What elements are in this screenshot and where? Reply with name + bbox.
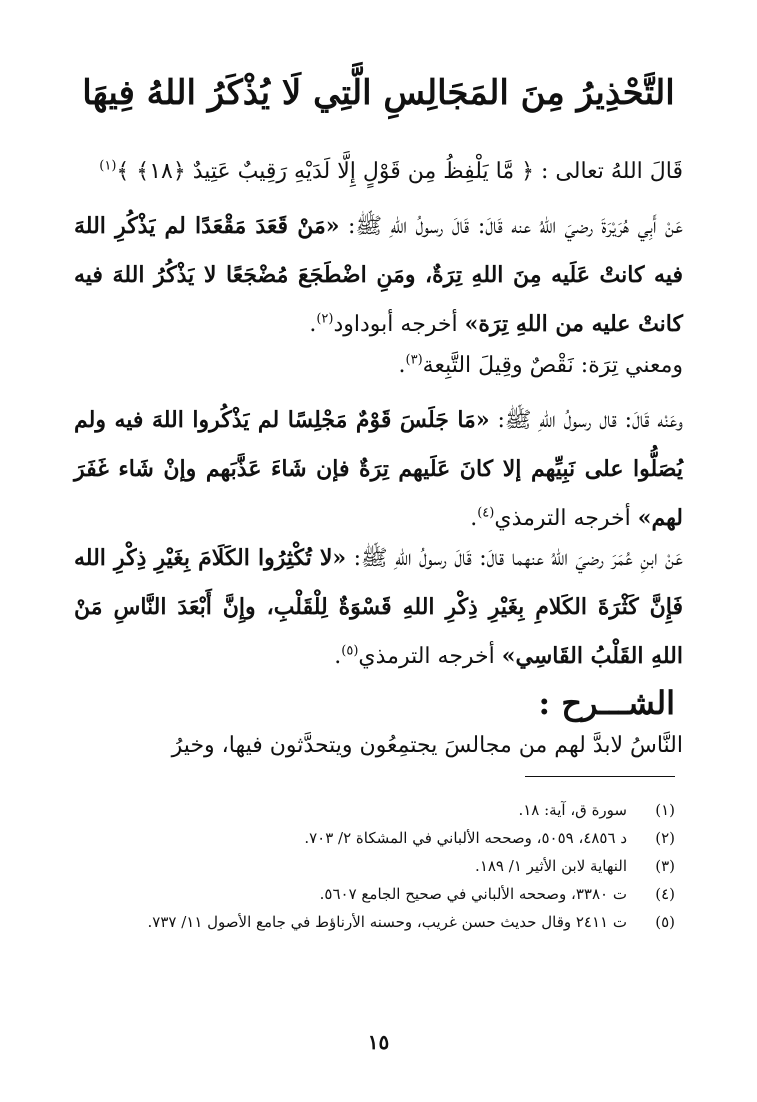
page-number: ١٥	[367, 1030, 390, 1054]
paragraph-tira-meaning	[74, 342, 683, 390]
hadith-source: أخرجه أبوداود	[333, 312, 465, 337]
quran-verse: ﴿ مَّا يَلْفِظُ مِن قَوْلٍ إِلَّا لَدَيْهِ رَقِيبٌ عَتِيدٌ ﴿١٨﴾ ﴾	[116, 159, 535, 184]
footnote-divider	[525, 776, 675, 777]
hadith-text: «لا تُكْثِرُوا الكَلَامَ بِغَيْرِ ذِكْرِ الله فَإِنَّ كَثْرَةَ الكَلامِ بِغَيْرِ ذِكْرِ اللهِ قَسْوَةٌ لِلْقَلْبِ، وإِنَّ أَبْعَدَ النَّاسِ مَنْ اللهِ القَلْبُ القَاسِي»	[74, 545, 683, 669]
hadith-narration: وعَنْه قَالَ: قال رسولُ اللهِ ﷺ:	[489, 408, 683, 433]
paragraph-quran-verse	[74, 148, 683, 196]
definition-text: ومعني تِرَة: نَقْصٌ وقِيلَ التَّبِعة	[422, 353, 683, 378]
chapter-title: التَّحْذِيرُ مِنَ المَجَالِسِ الَّتِي لَا يُذْكَرُ اللهُ فِيهَا	[82, 72, 675, 113]
footnote-text: سورة ق، آية: ١٨.	[518, 801, 627, 819]
footnote-text: ت ٢٤١١ وقال حديث حسن غريب، وحسنه الأرناؤط في جامع الأصول ١١/ ٧٣٧.	[147, 913, 627, 931]
footnote-item	[74, 880, 675, 908]
footnote-number: (٢)	[655, 829, 675, 847]
footnote-item	[74, 908, 675, 936]
footnote-ref-4[interactable]: (٤)	[477, 505, 495, 521]
hadith-narration: عَنْ ابنِ عُمَرَ رضيَ اللهُ عنهما قالَ: قَالَ رسولُ اللهِ ﷺ:	[346, 546, 683, 571]
paragraph-end: .	[470, 506, 478, 531]
footnote-item	[74, 824, 675, 852]
footnote-item	[74, 796, 675, 824]
paragraph-hadith-majlis	[74, 396, 683, 543]
hadith-narration: عَنْ أَبِي هُرَيْرَةَ رضيَ اللهُ عنه قَالَ: قَالَ رسولُ اللهِ ﷺ:	[339, 214, 683, 239]
footnote-text: ت ٣٣٨٠، وصححه الألباني في صحيح الجامع ٥٦٠٧.	[319, 885, 627, 903]
footnote-ref-1[interactable]: (١)	[99, 158, 117, 174]
hadith-text: «مَنْ قَعَدَ مَقْعَدًا لم يَذْكُرِ اللهَ فيه كانتْ عَلَيه مِنَ اللهِ تِرَةٌ، ومَنِ اضْطَجَعَ مُضْجَعًا لا يَذْكُرُ اللهَ فيه كانتْ عليه من اللهِ تِرَة»	[74, 213, 683, 337]
footnote-text: النهاية لابن الأثير ١/ ١٨٩.	[475, 857, 627, 875]
footnote-ref-2[interactable]: (٢)	[316, 311, 334, 327]
paragraph-sharh-start: النَّاسُ لابدَّ لهم من مجالسَ يجتمِعُون ويتحدَّثون فيها، وخيرُ	[171, 733, 683, 758]
footnote-item	[74, 852, 675, 880]
hadith-source: أخرجه الترمذي	[358, 644, 502, 669]
paragraph-end: .	[309, 312, 317, 337]
footnote-number: (٥)	[655, 913, 675, 931]
footnote-number: (٣)	[655, 857, 675, 875]
footnotes-list	[74, 796, 675, 936]
hadith-text: «مَا جَلَسَ قَوْمٌ مَجْلِسًا لم يَذْكُروا اللهَ فيه ولم يُصَلُّوا على نَبِيِّهم إلا كانَ عَلَيهم تِرَةٌ فإن شَاءَ عَذَّبَهم وإنْ شَاء غَفَرَ لهم»	[74, 407, 683, 531]
footnote-number: (١)	[655, 801, 675, 819]
sharh-heading: الشـــرح :	[538, 683, 675, 722]
paragraph-hadith-abu-hurayra	[74, 202, 683, 349]
paragraph-end: .	[398, 353, 406, 378]
footnote-ref-5[interactable]: (٥)	[341, 643, 359, 659]
paragraph-hadith-ibn-umar	[74, 534, 683, 681]
hadith-source: أخرجه الترمذي	[494, 506, 638, 531]
footnote-text: د ٤٨٥٦، ٥٠٥٩، وصححه الألباني في المشكاة ٢/ ٧٠٣.	[304, 829, 627, 847]
footnote-number: (٤)	[655, 885, 675, 903]
verse-intro: قَالَ اللهُ تعالى :	[534, 159, 683, 184]
paragraph-end: .	[334, 644, 342, 669]
footnote-ref-3[interactable]: (٣)	[405, 352, 423, 368]
